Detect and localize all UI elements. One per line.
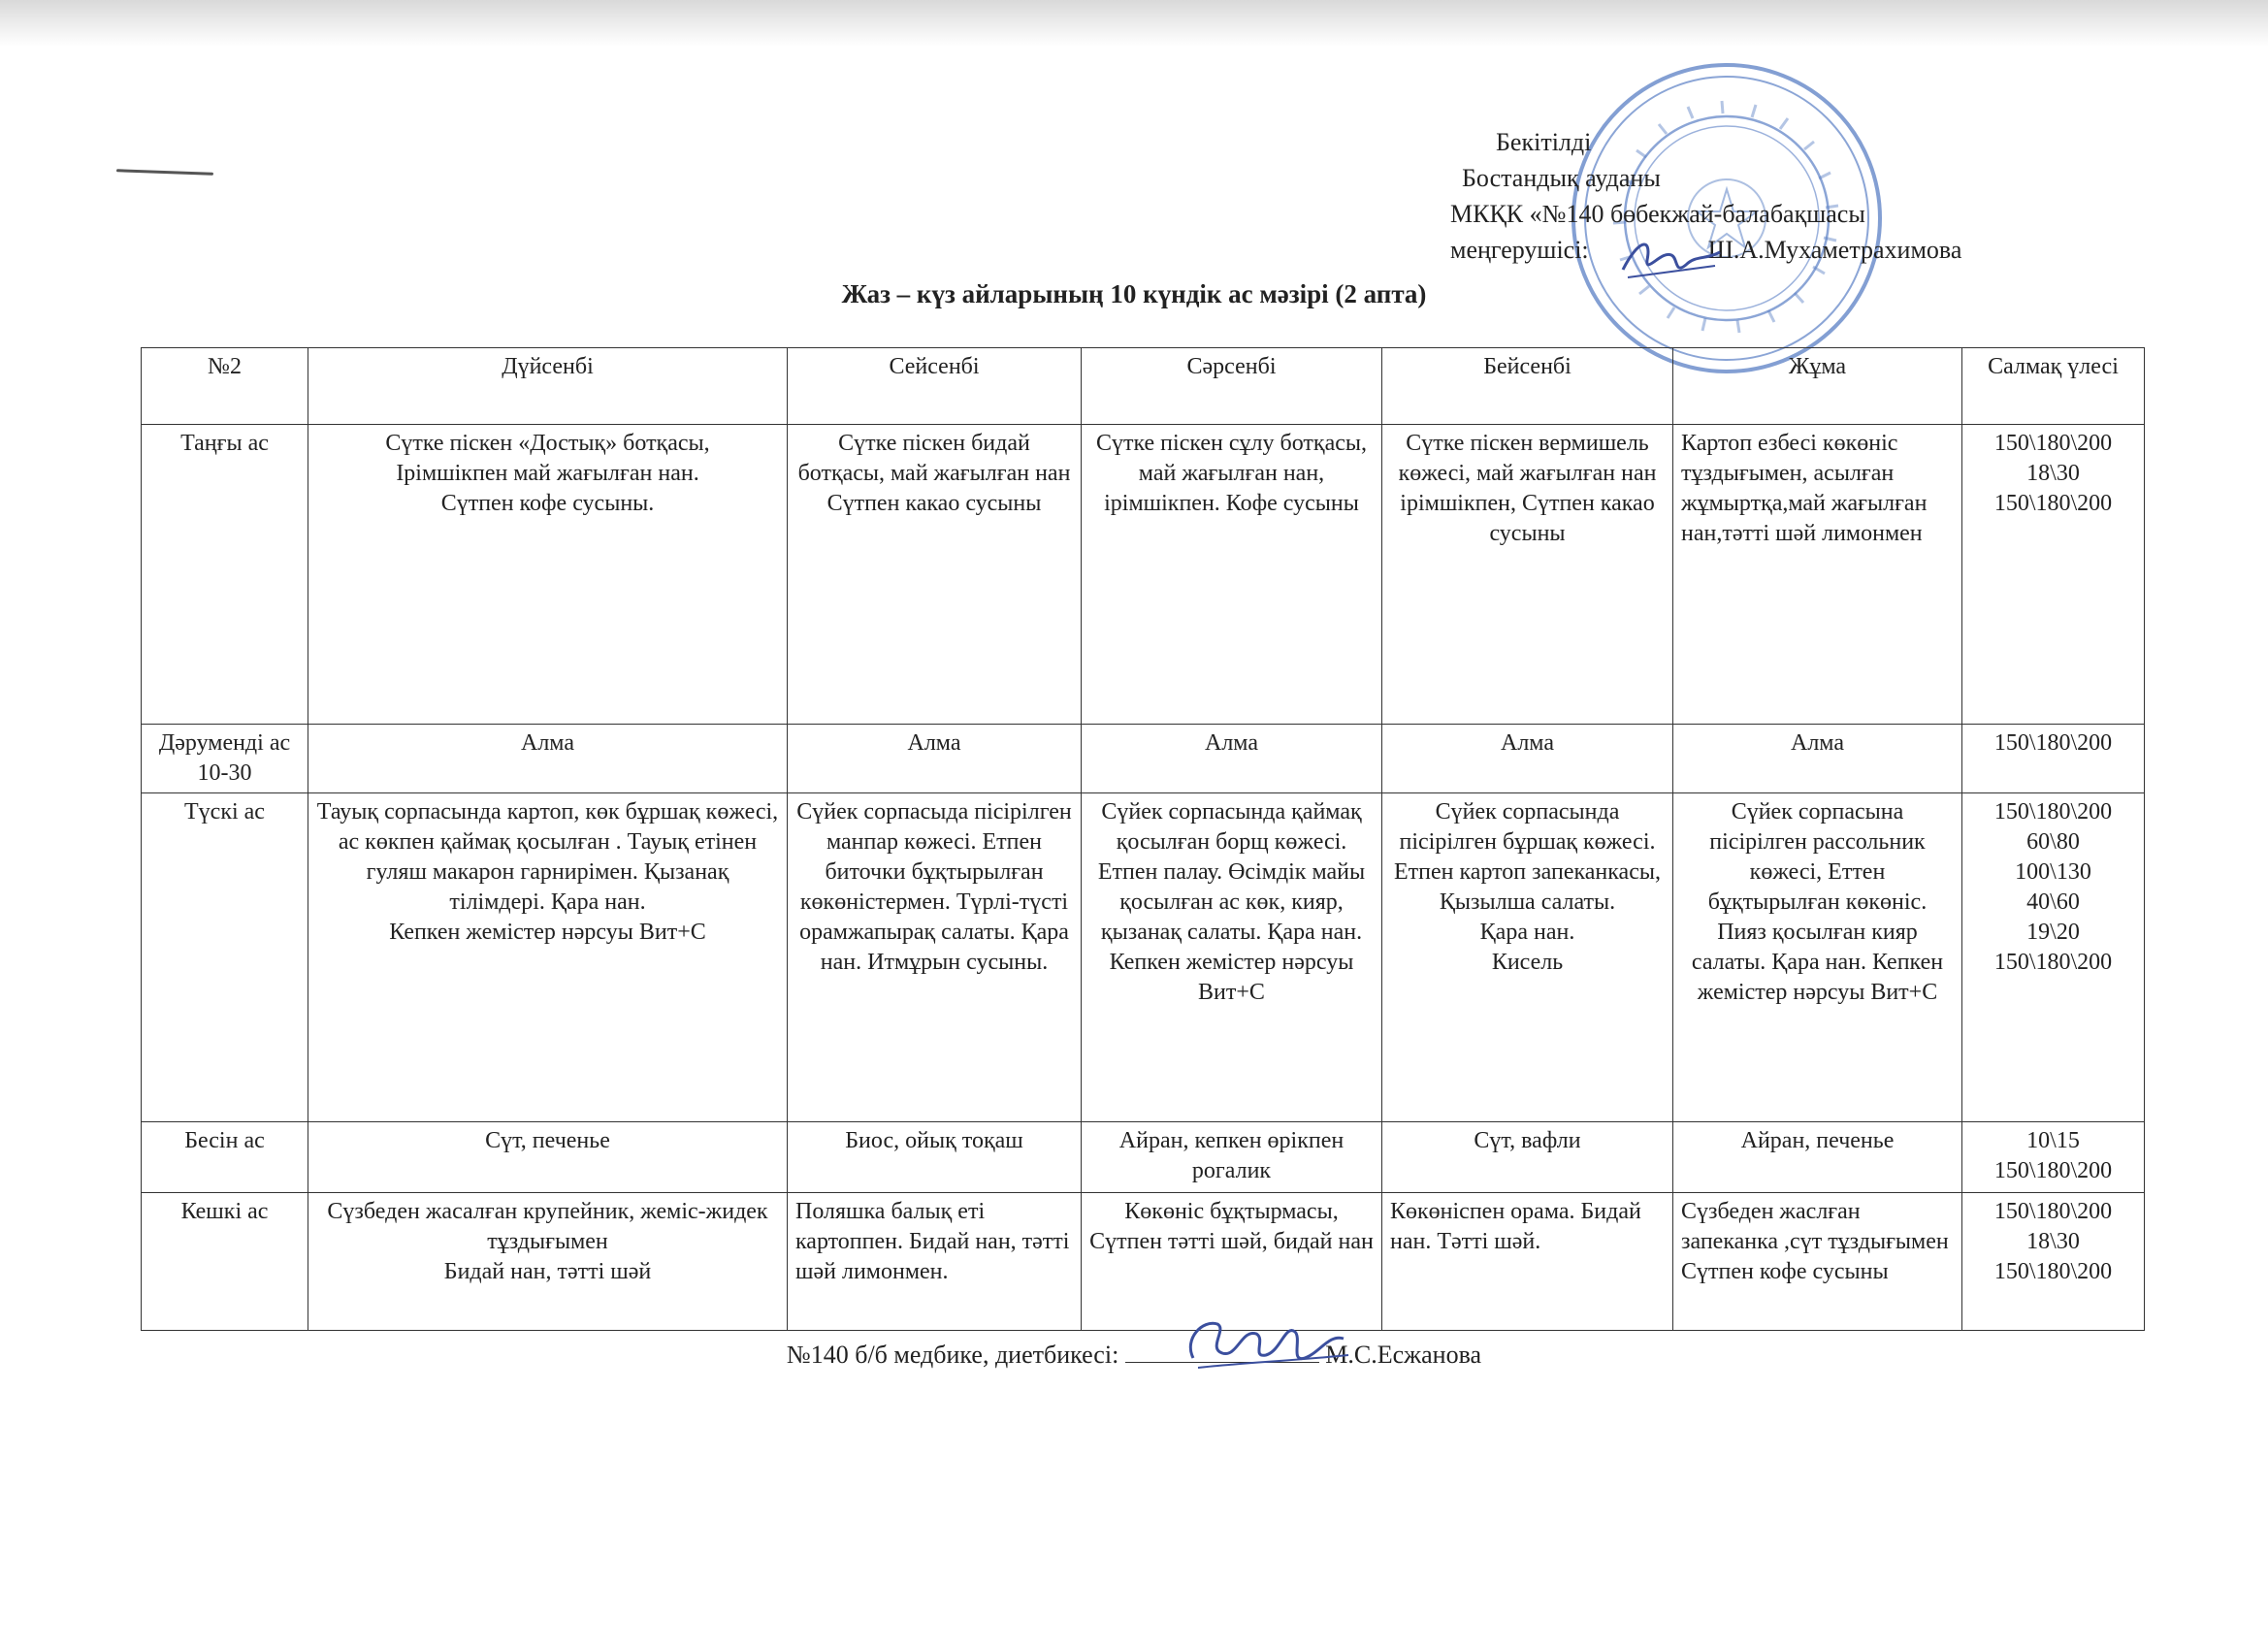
weight-value: 150\180\200	[1993, 1199, 2113, 1224]
menu-cell-tuesday	[788, 1122, 1082, 1193]
dish-text: Сүтке піскен вермишель көжесі, май жағылған нан ірімшікпен, Сүтпен какао сусыны	[1398, 431, 1657, 546]
dish-text: Бидай нан, тәтті шәй	[443, 1259, 652, 1284]
header-friday: Жұма	[1673, 348, 1962, 425]
dish-text: Сүзбеден жаслған запеканка ,сүт тұздығымен Сүтпен кофе сусыны	[1681, 1199, 1949, 1284]
dish-text: Картоп езбесі көкөніс тұздығымен, асылған жұмыртқа,май жағылған нан,тәтті шәй лимонмен	[1681, 431, 1928, 546]
weight-value: 150\180\200	[1993, 730, 2113, 756]
weight-value: 150\180\200	[1993, 431, 2113, 456]
scan-shadow	[0, 0, 2268, 47]
menu-cell-wednesday	[1082, 1122, 1382, 1193]
dish-text: Сүйек сорпасында қаймақ қосылған борщ көжесі. Етпен палау. Өсімдік майы қосылған ас көк, кияр, қызанақ салаты. Қара нан. Кепкен жемістер нәрсуы Вит+С	[1097, 799, 1366, 1005]
weight-cell	[1962, 425, 2145, 725]
menu-cell-monday	[308, 425, 788, 725]
weight-value: 150\180\200	[1993, 950, 2113, 975]
header-number: №2	[142, 348, 308, 425]
header-weight: Салмақ үлесі	[1962, 348, 2145, 425]
footer-name: М.С.Есжанова	[1325, 1341, 1482, 1369]
weight-value: 150\180\200	[1993, 1259, 2113, 1284]
header-wednesday: Сәрсенбі	[1082, 348, 1382, 425]
dish-text: Алма	[1501, 730, 1554, 756]
menu-cell-thursday	[1382, 1193, 1673, 1331]
dish-text: Алма	[1205, 730, 1258, 756]
weight-value: 18\30	[2026, 461, 2080, 486]
meal-name-cell: Бесін ас	[142, 1122, 308, 1193]
header-tuesday: Сейсенбі	[788, 348, 1082, 425]
dish-text: Биос, ойық тоқаш	[845, 1128, 1023, 1153]
dish-text: Сүт, вафли	[1474, 1128, 1581, 1153]
menu-cell-monday	[308, 793, 788, 1122]
menu-cell-tuesday	[788, 425, 1082, 725]
dish-text: Сүтке піскен сұлу ботқасы, май жағылған нан, ірімшікпен. Кофе сусыны	[1095, 431, 1368, 516]
weight-value: 18\30	[2026, 1229, 2080, 1254]
menu-cell-monday	[308, 725, 788, 793]
menu-cell-friday	[1673, 425, 1962, 725]
dish-text: Сүйек сорпасында пісірілген бұршақ көжесі. Етпен картоп запеканкасы, Қызылша салаты.	[1394, 799, 1661, 915]
menu-cell-thursday	[1382, 425, 1673, 725]
menu-cell-monday	[308, 1193, 788, 1331]
header-thursday: Бейсенбі	[1382, 348, 1673, 425]
menu-cell-thursday	[1382, 725, 1673, 793]
dish-text: Ірімшікпен май жағылған нан.	[396, 461, 699, 486]
meal-name-cell: Кешкі ас	[142, 1193, 308, 1331]
dish-text: Сүзбеден жасалған крупейник, жеміс-жидек тұздығымен	[327, 1199, 768, 1254]
dish-text: Сүтпен кофе сусыны.	[440, 491, 655, 516]
dish-text: Алма	[521, 730, 574, 756]
weight-value: 150\180\200	[1993, 491, 2113, 516]
weight-value: 60\80	[2026, 829, 2080, 855]
weight-cell	[1962, 1193, 2145, 1331]
menu-cell-wednesday	[1082, 725, 1382, 793]
dish-text: Сүтпен тәтті шәй, бидай нан	[1089, 1229, 1374, 1254]
menu-title: Жаз – күз айларының 10 күндік ас мәзірі (2 апта)	[841, 279, 1427, 308]
approval-line-organization: МКҚК «№140 бөбекжай-балабақшасы	[1450, 200, 1865, 228]
nurse-signature	[1174, 1305, 1358, 1382]
dish-text: Сүтке піскен «Достық» ботқасы,	[385, 431, 710, 456]
dish-text: Көкөніс бұқтырмасы,	[1124, 1199, 1339, 1224]
dish-text: Тауық сорпасында картоп, көк бұршақ көжесі, ас көкпен қаймақ қосылған . Тауық етінен гуляш макарон гарнирімен. Қызанақ тілімдері. Қара нан.	[316, 799, 779, 915]
dish-text: Сүйек сорпасыда пісірілген манпар көжесі. Етпен биточки бұқтырылған көкөністермен. Түрлі-түсті орамжапырақ салаты. Қара нан. Итмұрын сусыны.	[796, 799, 1072, 975]
pen-mark	[116, 169, 213, 175]
approval-line-approved: Бекітілді	[1496, 128, 1592, 156]
menu-cell-friday	[1673, 1122, 1962, 1193]
weight-cell	[1962, 793, 2145, 1122]
menu-cell-wednesday	[1082, 425, 1382, 725]
menu-cell-friday	[1673, 793, 1962, 1122]
menu-cell-tuesday	[788, 725, 1082, 793]
approval-line-head	[1450, 232, 2110, 268]
dish-text: Сүт, печенье	[485, 1128, 610, 1153]
dish-text: Алма	[1791, 730, 1844, 756]
approval-block	[1450, 124, 2110, 268]
meal-name-cell: Таңғы ас	[142, 425, 308, 725]
dish-text: Айран, кепкен өрікпен рогалик	[1118, 1128, 1345, 1183]
menu-cell-friday	[1673, 725, 1962, 793]
menu-cell-tuesday	[788, 793, 1082, 1122]
table-header-row	[142, 348, 2145, 425]
weight-value: 150\180\200	[1993, 1158, 2113, 1183]
menu-cell-monday	[308, 1122, 788, 1193]
table-row	[142, 793, 2145, 1122]
dish-text: Қара нан.	[1479, 920, 1575, 945]
table-row	[142, 1193, 2145, 1331]
weight-value: 40\60	[2026, 889, 2080, 915]
approval-line-district: Бостандық ауданы	[1462, 164, 1661, 192]
head-name: Ш.А.Мухаметрахимова	[1707, 236, 1962, 264]
table-row	[142, 1122, 2145, 1193]
head-label: меңгерушісі:	[1450, 236, 1589, 264]
table-row	[142, 425, 2145, 725]
weight-cell	[1962, 1122, 2145, 1193]
dish-text: Көкөніспен орама. Бидай нан. Тәтті шәй.	[1390, 1199, 1641, 1254]
meal-name-cell: Түскі ас	[142, 793, 308, 1122]
footer-signature-line	[0, 1341, 2268, 1370]
menu-cell-tuesday	[788, 1193, 1082, 1331]
menu-cell-thursday	[1382, 1122, 1673, 1193]
dish-text: Кисель	[1491, 950, 1564, 975]
dish-text: Айран, печенье	[1740, 1128, 1895, 1153]
table-row	[142, 725, 2145, 793]
footer-label: №140 б/б медбике, диетбикесі:	[786, 1341, 1119, 1369]
menu-cell-thursday	[1382, 793, 1673, 1122]
meal-name-cell: Дәруменді ас 10-30	[142, 725, 308, 793]
weight-value: 150\180\200	[1993, 799, 2113, 824]
weight-value: 100\130	[2015, 859, 2091, 885]
header-monday: Дүйсенбі	[308, 348, 788, 425]
menu-table	[141, 347, 2145, 1331]
dish-text: Кепкен жемістер нәрсуы Вит+С	[389, 920, 706, 945]
menu-cell-wednesday	[1082, 793, 1382, 1122]
dish-text: Сүтке піскен бидай ботқасы, май жағылған нан	[797, 431, 1071, 486]
menu-cell-friday	[1673, 1193, 1962, 1331]
dish-text: Алма	[907, 730, 961, 756]
dish-text: Сүтпен какао сусыны	[826, 491, 1042, 516]
weight-value: 10\15	[2026, 1128, 2080, 1153]
weight-cell	[1962, 725, 2145, 793]
dish-text: Сүйек сорпасына пісірілген рассольник көжесі, Еттен бұқтырылған көкөніс. Пияз қосылған кияр салаты. Қара нан. Кепкен жемістер нәрсуы Вит+С	[1691, 799, 1944, 1005]
dish-text: Поляшка балық еті картоппен. Бидай нан, тәтті шәй лимонмен.	[795, 1199, 1070, 1284]
weight-value: 19\20	[2026, 920, 2080, 945]
